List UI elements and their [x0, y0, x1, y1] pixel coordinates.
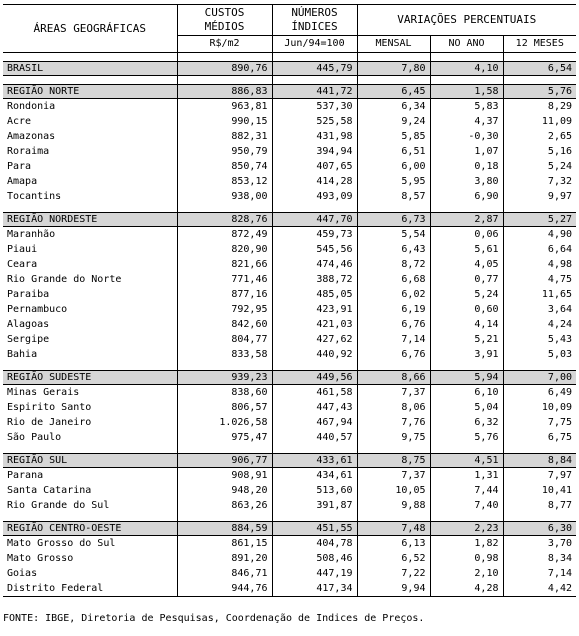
- row-mensal: 9,75: [357, 430, 430, 445]
- row-no-ano: 4,14: [430, 317, 503, 332]
- table-row: [3, 430, 576, 445]
- spacer-cell: [503, 362, 576, 371]
- row-no-ano: 1,31: [430, 468, 503, 484]
- row-custo: 821,66: [177, 257, 272, 272]
- row-12-meses: 7,97: [503, 468, 576, 484]
- spacer-row: [3, 76, 576, 85]
- section-custo: 890,76: [177, 62, 272, 76]
- row-indice: 440,57: [272, 430, 357, 445]
- row-area: Ceara: [7, 258, 38, 270]
- table-row: [3, 483, 576, 498]
- row-mensal: 8,72: [357, 257, 430, 272]
- row-area: Rio de Janeiro: [7, 416, 92, 428]
- spacer-cell: [177, 513, 272, 522]
- spacer-cell: [3, 204, 177, 213]
- row-mensal: 9,24: [357, 114, 430, 129]
- row-indice: 459,73: [272, 227, 357, 243]
- section-no-ano: 2,87: [430, 213, 503, 227]
- header-numeros-line1: NÚMEROS: [291, 6, 338, 19]
- table-row: [3, 144, 576, 159]
- section-indice: 451,55: [272, 522, 357, 536]
- section-no-ano: 4,10: [430, 62, 503, 76]
- section-row: [3, 371, 576, 385]
- row-no-ano: 2,10: [430, 566, 503, 581]
- spacer-cell: [272, 76, 357, 85]
- row-custo: 908,91: [177, 468, 272, 484]
- row-indice: 467,94: [272, 415, 357, 430]
- row-custo: 846,71: [177, 566, 272, 581]
- spacer-cell: [430, 445, 503, 454]
- row-mensal: 7,14: [357, 332, 430, 347]
- row-mensal: 8,06: [357, 400, 430, 415]
- section-name: REGIÃO CENTRO-OESTE: [3, 522, 177, 536]
- row-indice: 474,46: [272, 257, 357, 272]
- spacer-cell: [272, 445, 357, 454]
- row-area: Paraiba: [7, 288, 50, 300]
- row-custo: 950,79: [177, 144, 272, 159]
- section-indice: 449,56: [272, 371, 357, 385]
- source-note: FONTE: IBGE, Diretoria de Pesquisas, Coordenação de Indices de Preços.: [3, 613, 425, 624]
- section-mensal: 7,80: [357, 62, 430, 76]
- row-12-meses: 4,24: [503, 317, 576, 332]
- row-area: Amapa: [7, 175, 38, 187]
- section-name: REGIÃO SUL: [3, 454, 177, 468]
- section-no-ano: 1,58: [430, 85, 503, 99]
- row-custo: 938,00: [177, 189, 272, 204]
- spacer-cell: [177, 204, 272, 213]
- header-no-ano: NO ANO: [430, 36, 503, 53]
- spacer-cell: [177, 76, 272, 85]
- header-variacoes: VARIAÇÕES PERCENTUAIS: [357, 5, 576, 36]
- row-area: Maranhão: [7, 228, 56, 240]
- header-mensal: MENSAL: [357, 36, 430, 53]
- table-row: [3, 272, 576, 287]
- section-12-meses: 8,84: [503, 454, 576, 468]
- row-12-meses: 5,16: [503, 144, 576, 159]
- table-row: [3, 302, 576, 317]
- row-custo: 990,15: [177, 114, 272, 129]
- row-area: Parana: [7, 469, 44, 481]
- row-mensal: 6,68: [357, 272, 430, 287]
- table-row: [3, 114, 576, 129]
- row-no-ano: 0,77: [430, 272, 503, 287]
- row-area: Piaui: [7, 243, 38, 255]
- header-12-meses: 12 MESES: [503, 36, 576, 53]
- row-mensal: 6,00: [357, 159, 430, 174]
- row-custo: 804,77: [177, 332, 272, 347]
- section-indice: 433,61: [272, 454, 357, 468]
- table-row: [3, 287, 576, 302]
- section-mensal: 6,73: [357, 213, 430, 227]
- header-numeros-unit: Jun/94=100: [272, 36, 357, 53]
- table-row: [3, 498, 576, 513]
- row-no-ano: 1,07: [430, 144, 503, 159]
- section-custo: 884,59: [177, 522, 272, 536]
- row-no-ano: 5,83: [430, 99, 503, 115]
- spacer-cell: [357, 204, 430, 213]
- row-indice: 461,58: [272, 385, 357, 401]
- row-12-meses: 8,34: [503, 551, 576, 566]
- spacer-cell: [357, 76, 430, 85]
- row-no-ano: 0,60: [430, 302, 503, 317]
- row-mensal: 9,94: [357, 581, 430, 597]
- spacer-cell: [430, 76, 503, 85]
- spacer-cell: [3, 445, 177, 454]
- row-indice: 537,30: [272, 99, 357, 115]
- row-custo: 963,81: [177, 99, 272, 115]
- row-12-meses: 5,03: [503, 347, 576, 362]
- row-area: São Paulo: [7, 431, 62, 443]
- row-12-meses: 9,97: [503, 189, 576, 204]
- section-name: REGIÃO NORTE: [3, 85, 177, 99]
- row-mensal: 7,37: [357, 385, 430, 401]
- row-indice: 525,58: [272, 114, 357, 129]
- section-row: [3, 522, 576, 536]
- row-no-ano: 5,21: [430, 332, 503, 347]
- row-no-ano: 5,76: [430, 430, 503, 445]
- section-row: [3, 454, 576, 468]
- spacer-cell: [272, 362, 357, 371]
- row-no-ano: 4,05: [430, 257, 503, 272]
- row-custo: 948,20: [177, 483, 272, 498]
- table-row: [3, 159, 576, 174]
- row-mensal: 6,51: [357, 144, 430, 159]
- row-12-meses: 8,77: [503, 498, 576, 513]
- table-row: [3, 129, 576, 144]
- row-custo: 792,95: [177, 302, 272, 317]
- row-indice: 545,56: [272, 242, 357, 257]
- spacer-cell: [357, 445, 430, 454]
- row-indice: 447,19: [272, 566, 357, 581]
- header-custos-line2: MÉDIOS: [204, 20, 245, 33]
- spacer-cell: [503, 76, 576, 85]
- row-no-ano: 4,37: [430, 114, 503, 129]
- spacer-cell: [177, 362, 272, 371]
- row-12-meses: 11,09: [503, 114, 576, 129]
- row-mensal: 9,88: [357, 498, 430, 513]
- table-row: [3, 99, 576, 115]
- row-custo: 853,12: [177, 174, 272, 189]
- header-custos-unit: R$/m2: [177, 36, 272, 53]
- row-custo: 1.026,58: [177, 415, 272, 430]
- table-row: [3, 242, 576, 257]
- spacer-row: [3, 513, 576, 522]
- spacer-cell: [430, 204, 503, 213]
- spacer-cell: [177, 53, 272, 62]
- row-area: Roraima: [7, 145, 50, 157]
- section-row: [3, 62, 576, 76]
- table-row: [3, 189, 576, 204]
- spacer-cell: [357, 513, 430, 522]
- row-indice: 485,05: [272, 287, 357, 302]
- row-no-ano: 5,24: [430, 287, 503, 302]
- row-custo: 820,90: [177, 242, 272, 257]
- row-area: Rio Grande do Sul: [7, 499, 110, 511]
- header-area: ÁREAS GEOGRÁFICAS: [3, 5, 177, 53]
- row-area: Amazonas: [7, 130, 56, 142]
- table-row: [3, 468, 576, 484]
- row-12-meses: 10,41: [503, 483, 576, 498]
- section-name: REGIÃO NORDESTE: [3, 213, 177, 227]
- spacer-cell: [503, 53, 576, 62]
- section-no-ano: 4,51: [430, 454, 503, 468]
- section-mensal: 7,48: [357, 522, 430, 536]
- row-indice: 431,98: [272, 129, 357, 144]
- row-custo: 863,26: [177, 498, 272, 513]
- row-area: Mato Grosso do Sul: [7, 537, 116, 549]
- header-custos: [177, 5, 272, 36]
- spacer-cell: [272, 53, 357, 62]
- row-mensal: 7,76: [357, 415, 430, 430]
- section-12-meses: 7,00: [503, 371, 576, 385]
- spacer-cell: [3, 76, 177, 85]
- row-mensal: 7,22: [357, 566, 430, 581]
- row-area: Rondonia: [7, 100, 56, 112]
- row-custo: 872,49: [177, 227, 272, 243]
- section-custo: 828,76: [177, 213, 272, 227]
- row-12-meses: 11,65: [503, 287, 576, 302]
- row-12-meses: 4,42: [503, 581, 576, 597]
- row-12-meses: 4,98: [503, 257, 576, 272]
- section-indice: 445,79: [272, 62, 357, 76]
- section-mensal: 8,75: [357, 454, 430, 468]
- row-indice: 394,94: [272, 144, 357, 159]
- row-mensal: 7,37: [357, 468, 430, 484]
- table-row: [3, 581, 576, 597]
- spacer-row: [3, 53, 576, 62]
- row-12-meses: 4,90: [503, 227, 576, 243]
- section-no-ano: 2,23: [430, 522, 503, 536]
- row-area: Distrito Federal: [3, 581, 177, 597]
- row-no-ano: -0,30: [430, 129, 503, 144]
- row-indice: 508,46: [272, 551, 357, 566]
- spacer-cell: [503, 204, 576, 213]
- row-12-meses: 2,65: [503, 129, 576, 144]
- row-area: Goias: [7, 567, 38, 579]
- section-indice: 447,70: [272, 213, 357, 227]
- row-mensal: 6,52: [357, 551, 430, 566]
- row-no-ano: 0,18: [430, 159, 503, 174]
- row-no-ano: 3,91: [430, 347, 503, 362]
- row-no-ano: 5,61: [430, 242, 503, 257]
- row-indice: 427,62: [272, 332, 357, 347]
- row-area: Mato Grosso: [7, 552, 74, 564]
- row-indice: 513,60: [272, 483, 357, 498]
- row-mensal: 6,34: [357, 99, 430, 115]
- section-custo: 886,83: [177, 85, 272, 99]
- row-indice: 391,87: [272, 498, 357, 513]
- section-row: [3, 85, 576, 99]
- section-custo: 939,23: [177, 371, 272, 385]
- row-area: Santa Catarina: [7, 484, 92, 496]
- row-12-meses: 6,49: [503, 385, 576, 401]
- row-mensal: 5,54: [357, 227, 430, 243]
- spacer-cell: [430, 362, 503, 371]
- spacer-cell: [3, 53, 177, 62]
- section-name: REGIÃO SUDESTE: [3, 371, 177, 385]
- row-mensal: 6,43: [357, 242, 430, 257]
- table-row: [3, 551, 576, 566]
- row-custo: 850,74: [177, 159, 272, 174]
- row-no-ano: 6,32: [430, 415, 503, 430]
- row-custo: 975,47: [177, 430, 272, 445]
- row-indice: 493,09: [272, 189, 357, 204]
- row-custo: 944,76: [177, 581, 272, 597]
- section-indice: 441,72: [272, 85, 357, 99]
- spacer-row: [3, 445, 576, 454]
- row-mensal: 5,85: [357, 129, 430, 144]
- table-row: [3, 347, 576, 362]
- row-12-meses: 3,64: [503, 302, 576, 317]
- row-no-ano: 5,04: [430, 400, 503, 415]
- row-indice: 434,61: [272, 468, 357, 484]
- section-mensal: 6,45: [357, 85, 430, 99]
- spacer-row: [3, 204, 576, 213]
- section-12-meses: 5,76: [503, 85, 576, 99]
- row-custo: 882,31: [177, 129, 272, 144]
- row-indice: 414,28: [272, 174, 357, 189]
- row-area: Sergipe: [7, 333, 50, 345]
- table-row: [3, 536, 576, 552]
- spacer-cell: [272, 204, 357, 213]
- row-12-meses: 7,14: [503, 566, 576, 581]
- spacer-cell: [357, 362, 430, 371]
- row-area: Minas Gerais: [7, 386, 80, 398]
- spacer-cell: [503, 513, 576, 522]
- header-numeros: [272, 5, 357, 36]
- row-mensal: 6,76: [357, 317, 430, 332]
- row-custo: 806,57: [177, 400, 272, 415]
- header-custos-line1: CUSTOS: [204, 6, 245, 19]
- section-row: [3, 213, 576, 227]
- row-12-meses: 8,29: [503, 99, 576, 115]
- row-12-meses: 7,32: [503, 174, 576, 189]
- row-custo: 838,60: [177, 385, 272, 401]
- row-no-ano: 0,98: [430, 551, 503, 566]
- spacer-cell: [3, 513, 177, 522]
- row-custo: 833,58: [177, 347, 272, 362]
- row-12-meses: 4,75: [503, 272, 576, 287]
- row-no-ano: 0,06: [430, 227, 503, 243]
- row-no-ano: 6,90: [430, 189, 503, 204]
- row-area: Para: [7, 160, 32, 172]
- table-row: [3, 385, 576, 401]
- row-indice: 388,72: [272, 272, 357, 287]
- row-area: Rio Grande do Norte: [7, 273, 122, 285]
- spacer-cell: [430, 53, 503, 62]
- cost-index-table: [3, 4, 576, 597]
- table-row: [3, 332, 576, 347]
- row-indice: 421,03: [272, 317, 357, 332]
- row-no-ano: 3,80: [430, 174, 503, 189]
- row-indice: 440,92: [272, 347, 357, 362]
- row-area: Espirito Santo: [7, 401, 92, 413]
- spacer-cell: [503, 445, 576, 454]
- row-mensal: 6,76: [357, 347, 430, 362]
- row-custo: 891,20: [177, 551, 272, 566]
- row-no-ano: 7,44: [430, 483, 503, 498]
- row-indice: 407,65: [272, 159, 357, 174]
- row-12-meses: 7,75: [503, 415, 576, 430]
- row-area: Pernambuco: [7, 303, 68, 315]
- row-mensal: 5,95: [357, 174, 430, 189]
- row-12-meses: 5,24: [503, 159, 576, 174]
- table-row: [3, 174, 576, 189]
- row-indice: 423,91: [272, 302, 357, 317]
- header-numeros-line2: ÍNDICES: [291, 20, 338, 33]
- table-row: [3, 227, 576, 243]
- row-area: Acre: [7, 115, 32, 127]
- section-no-ano: 5,94: [430, 371, 503, 385]
- row-no-ano: 6,10: [430, 385, 503, 401]
- table-container: [3, 4, 576, 597]
- row-12-meses: 6,64: [503, 242, 576, 257]
- row-indice: 404,78: [272, 536, 357, 552]
- row-area: Tocantins: [7, 190, 62, 202]
- spacer-cell: [3, 362, 177, 371]
- row-custo: 861,15: [177, 536, 272, 552]
- row-12-meses: 10,09: [503, 400, 576, 415]
- section-custo: 906,77: [177, 454, 272, 468]
- row-indice: 447,43: [272, 400, 357, 415]
- spacer-cell: [430, 513, 503, 522]
- table-row: [3, 257, 576, 272]
- section-12-meses: 5,27: [503, 213, 576, 227]
- table-row: [3, 317, 576, 332]
- row-12-meses: 5,43: [503, 332, 576, 347]
- table-body: [3, 53, 576, 597]
- row-mensal: 6,19: [357, 302, 430, 317]
- table-row: [3, 415, 576, 430]
- row-custo: 771,46: [177, 272, 272, 287]
- spacer-row: [3, 362, 576, 371]
- row-area: Alagoas: [7, 318, 50, 330]
- section-12-meses: 6,54: [503, 62, 576, 76]
- row-custo: 842,60: [177, 317, 272, 332]
- row-indice: 417,34: [272, 581, 357, 597]
- row-mensal: 8,57: [357, 189, 430, 204]
- spacer-cell: [357, 53, 430, 62]
- section-mensal: 8,66: [357, 371, 430, 385]
- row-no-ano: 4,28: [430, 581, 503, 597]
- spacer-cell: [177, 445, 272, 454]
- section-12-meses: 6,30: [503, 522, 576, 536]
- row-area: Bahia: [7, 348, 38, 360]
- row-12-meses: 3,70: [503, 536, 576, 552]
- row-no-ano: 1,82: [430, 536, 503, 552]
- row-custo: 877,16: [177, 287, 272, 302]
- row-mensal: 6,02: [357, 287, 430, 302]
- row-mensal: 6,13: [357, 536, 430, 552]
- row-12-meses: 6,75: [503, 430, 576, 445]
- table-row: [3, 566, 576, 581]
- row-mensal: 10,05: [357, 483, 430, 498]
- table-row: [3, 400, 576, 415]
- spacer-cell: [272, 513, 357, 522]
- row-no-ano: 7,40: [430, 498, 503, 513]
- section-name: BRASIL: [3, 62, 177, 76]
